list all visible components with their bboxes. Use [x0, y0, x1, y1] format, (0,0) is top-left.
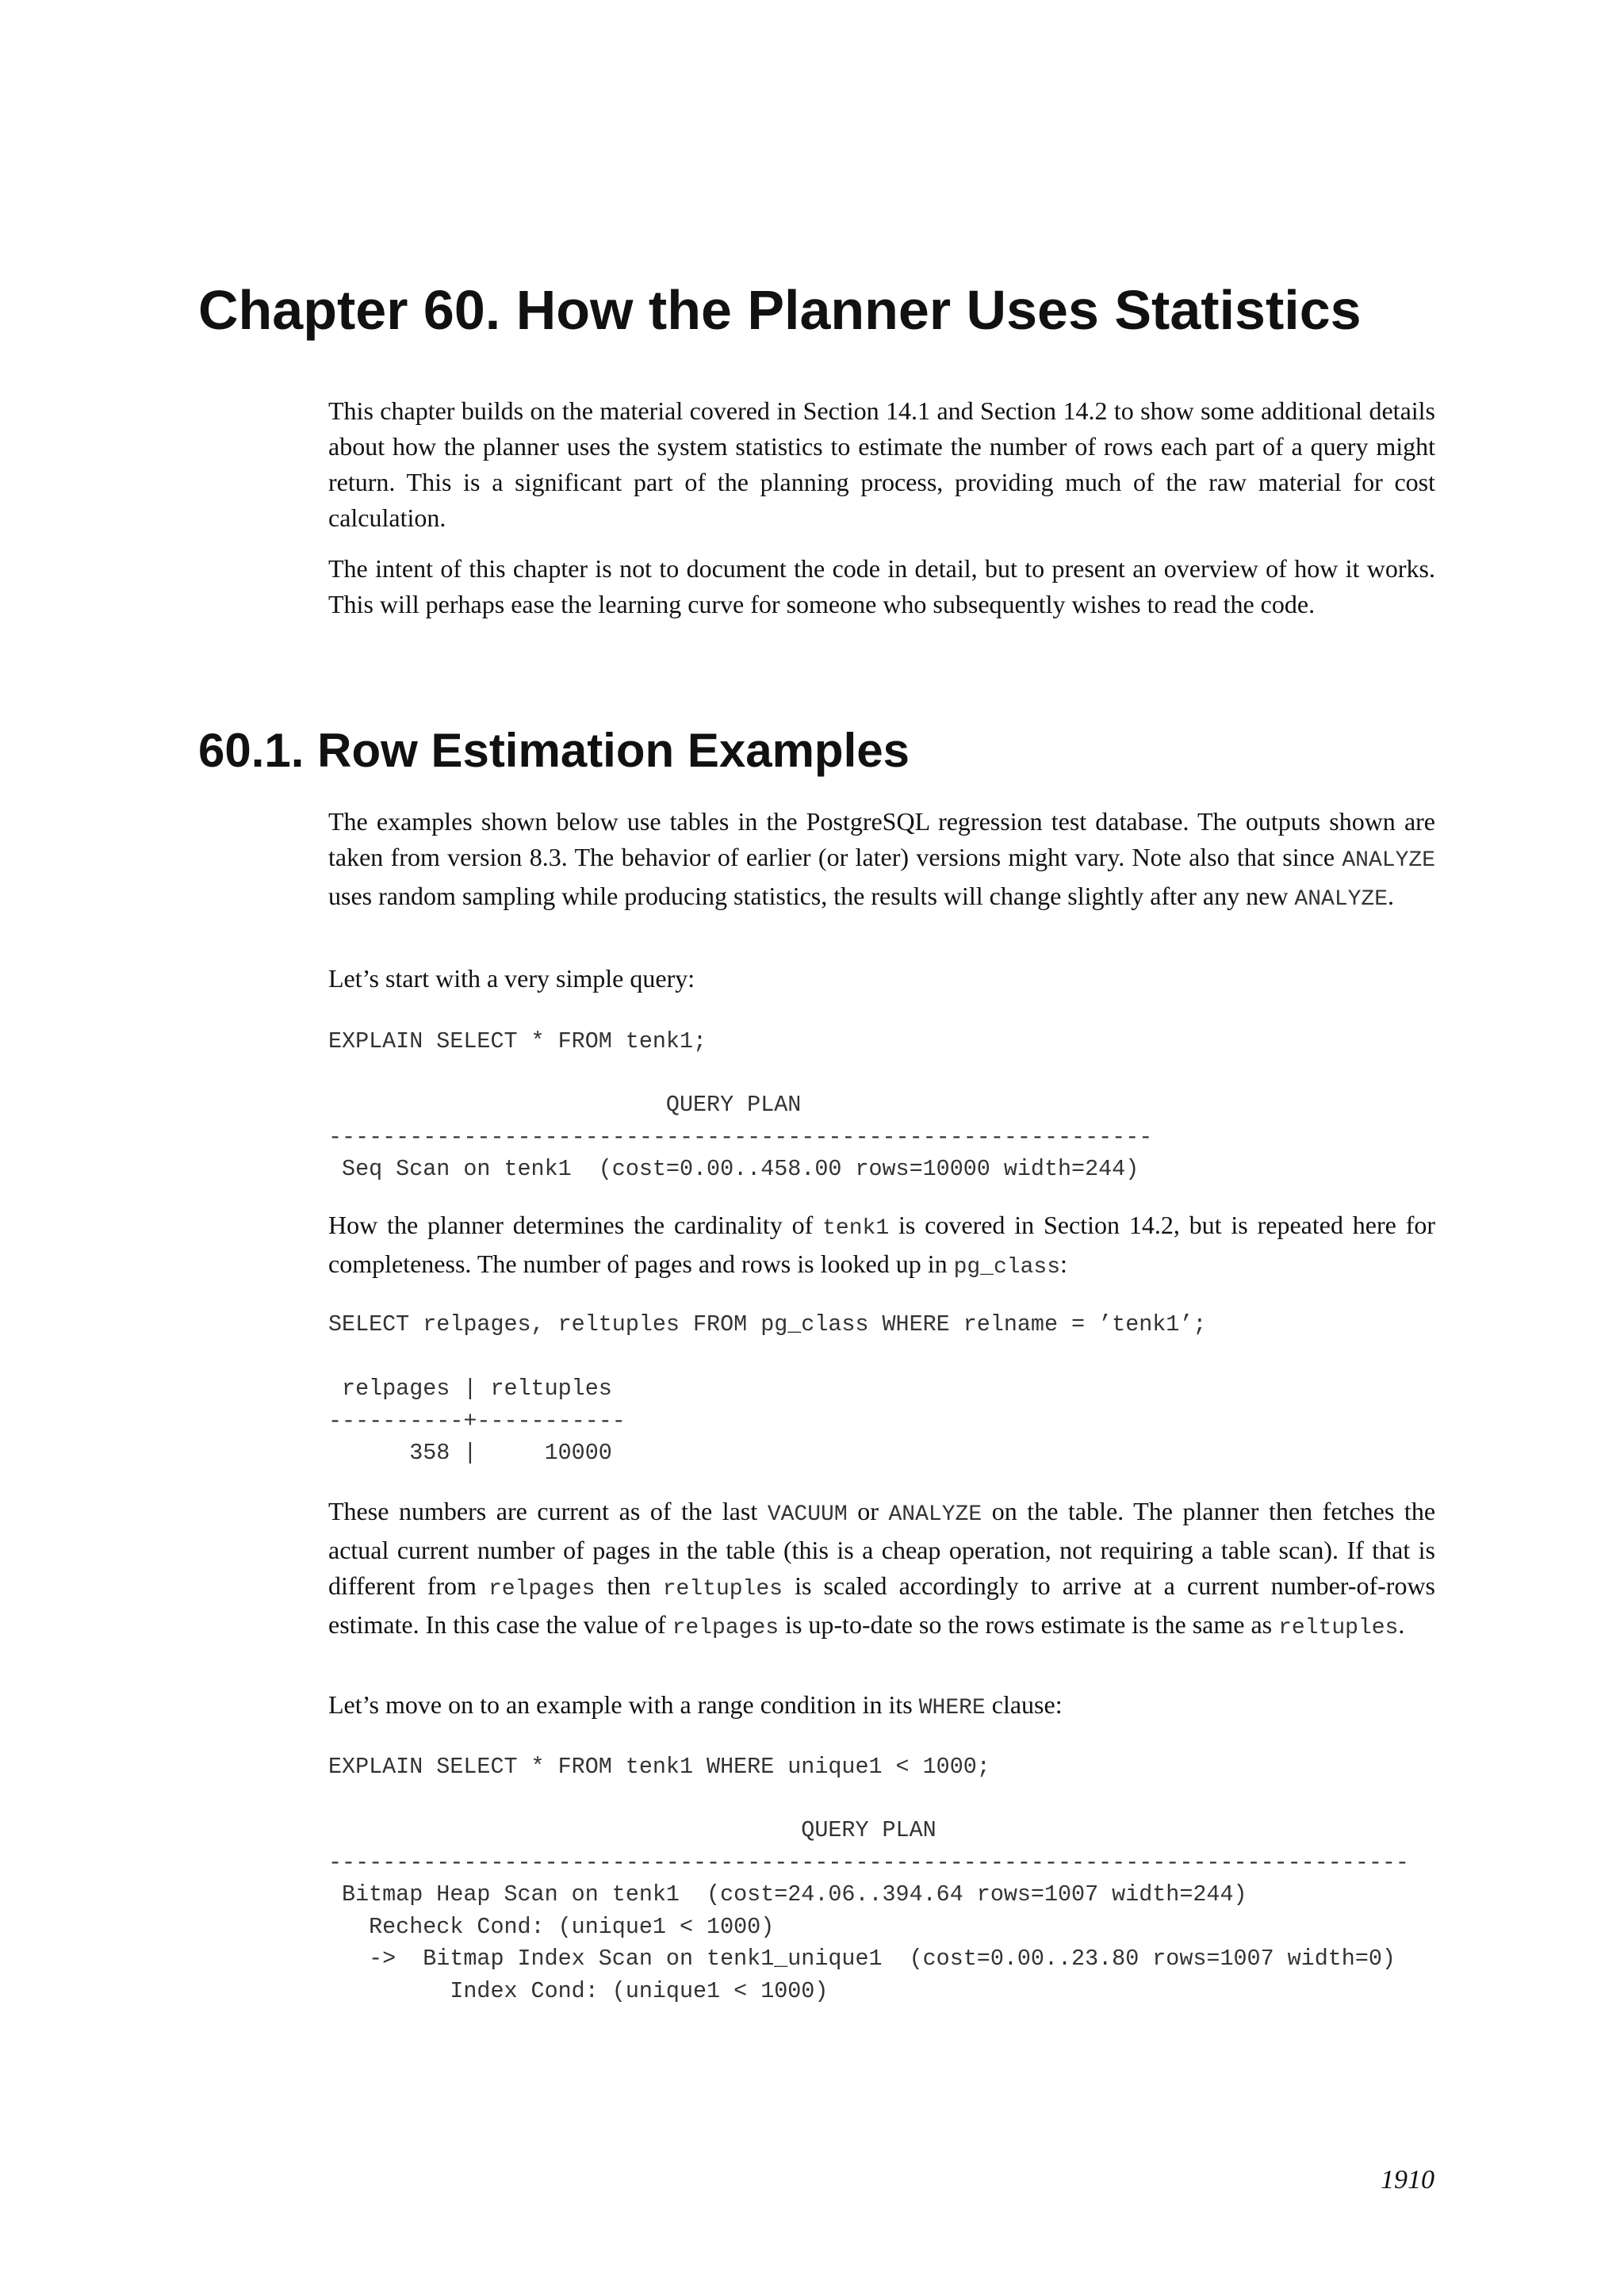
section-paragraph-3 — [328, 1207, 1435, 1285]
inline-code: WHERE — [918, 1696, 986, 1720]
text: is covered in Section 14.2, but is repeated here for completeness. The number of pages and rows is looked up in — [328, 1211, 1436, 1278]
text: or — [847, 1497, 889, 1525]
code-block-explain-1: EXPLAIN SELECT * FROM tenk1; — [328, 1028, 707, 1054]
inline-code: pg_class — [953, 1255, 1060, 1280]
section-paragraph-1 — [328, 804, 1435, 917]
inline-code: ANALYZE — [888, 1502, 982, 1527]
text: The examples shown below use tables in the PostgreSQL regression test database. The outputs shown are taken from version 8.3. The behavior of earlier (or later) versions might vary. Note also that since — [328, 807, 1435, 871]
section-paragraph-5 — [328, 1687, 1435, 1726]
text: . — [1388, 882, 1395, 910]
text: uses random sampling while producing statistics, the results will change slightly after any new — [328, 882, 1295, 910]
text: is scaled accordingly to arrive at a current number-of-rows estimate. In this case the value of — [328, 1571, 1435, 1639]
intro-paragraph-2: The intent of this chapter is not to document the code in detail, but to present an overview of how it works. This will perhaps ease the learning curve for someone who subsequently wishes to read the code. — [328, 554, 1435, 618]
inline-code: reltuples — [662, 1577, 783, 1601]
text: How the planner determines the cardinality of — [328, 1211, 823, 1239]
section-paragraph-4 — [328, 1494, 1435, 1646]
query-plan-output-2: QUERY PLAN -------------------------------------------------------------------------------- Bitmap Heap Scan on tenk1 (cost=24.06..394.64 rows=1007 width=244) Recheck Cond: (unique1 < 1000) -> Bitmap Index Scan on tenk1_unique1 (cost=0.00..23.80 rows=1007 width=0) Index Cond: (unique1 < 1000) — [328, 1817, 1409, 2004]
code-block-explain-2: EXPLAIN SELECT * FROM tenk1 WHERE unique1 < 1000; — [328, 1754, 990, 1780]
text: . — [1398, 1610, 1405, 1639]
text: Let’s move on to an example with a range condition in its — [328, 1690, 919, 1719]
inline-code: relpages — [488, 1577, 596, 1601]
chapter-title: Chapter 60. How the Planner Uses Statistics — [198, 279, 1362, 341]
relpages-output: relpages | reltuples ----------+----------- 358 | 10000 — [328, 1376, 626, 1466]
text: then — [595, 1571, 663, 1600]
page-number: 1910 — [1381, 2165, 1434, 2195]
inline-code: relpages — [672, 1616, 779, 1640]
inline-code: VACUUM — [767, 1502, 848, 1527]
inline-code: reltuples — [1278, 1616, 1399, 1640]
text: : — [1060, 1249, 1067, 1278]
intro-paragraph-1: This chapter builds on the material covered in Section 14.1 and Section 14.2 to show some additional details about how the planner uses the system statistics to estimate the number of rows each part of a query might return. This is a significant part of the planning process, providing much of the raw material for cost calculation. — [328, 396, 1435, 532]
code-block-select: SELECT relpages, reltuples FROM pg_class WHERE relname = ’tenk1’; — [328, 1311, 1207, 1337]
inline-code: ANALYZE — [1294, 887, 1388, 912]
inline-code: ANALYZE — [1342, 848, 1435, 873]
section-paragraph-2: Let’s start with a very simple query: — [328, 964, 695, 993]
text: on the table. The planner then fetches the actual current number of pages in the table (this is a cheap operation, not requiring a table scan). If that is different from — [328, 1497, 1436, 1600]
text: is up-to-date so the rows estimate is the same as — [779, 1610, 1279, 1639]
section-title: 60.1. Row Estimation Examples — [198, 724, 910, 777]
inline-code: tenk1 — [822, 1216, 890, 1241]
query-plan-output-1: QUERY PLAN ------------------------------------------------------------- Seq Scan on tenk1 (cost=0.00..458.00 rows=10000 width=244) — [328, 1092, 1153, 1182]
text: clause: — [985, 1690, 1063, 1719]
text: These numbers are current as of the last — [328, 1497, 768, 1525]
